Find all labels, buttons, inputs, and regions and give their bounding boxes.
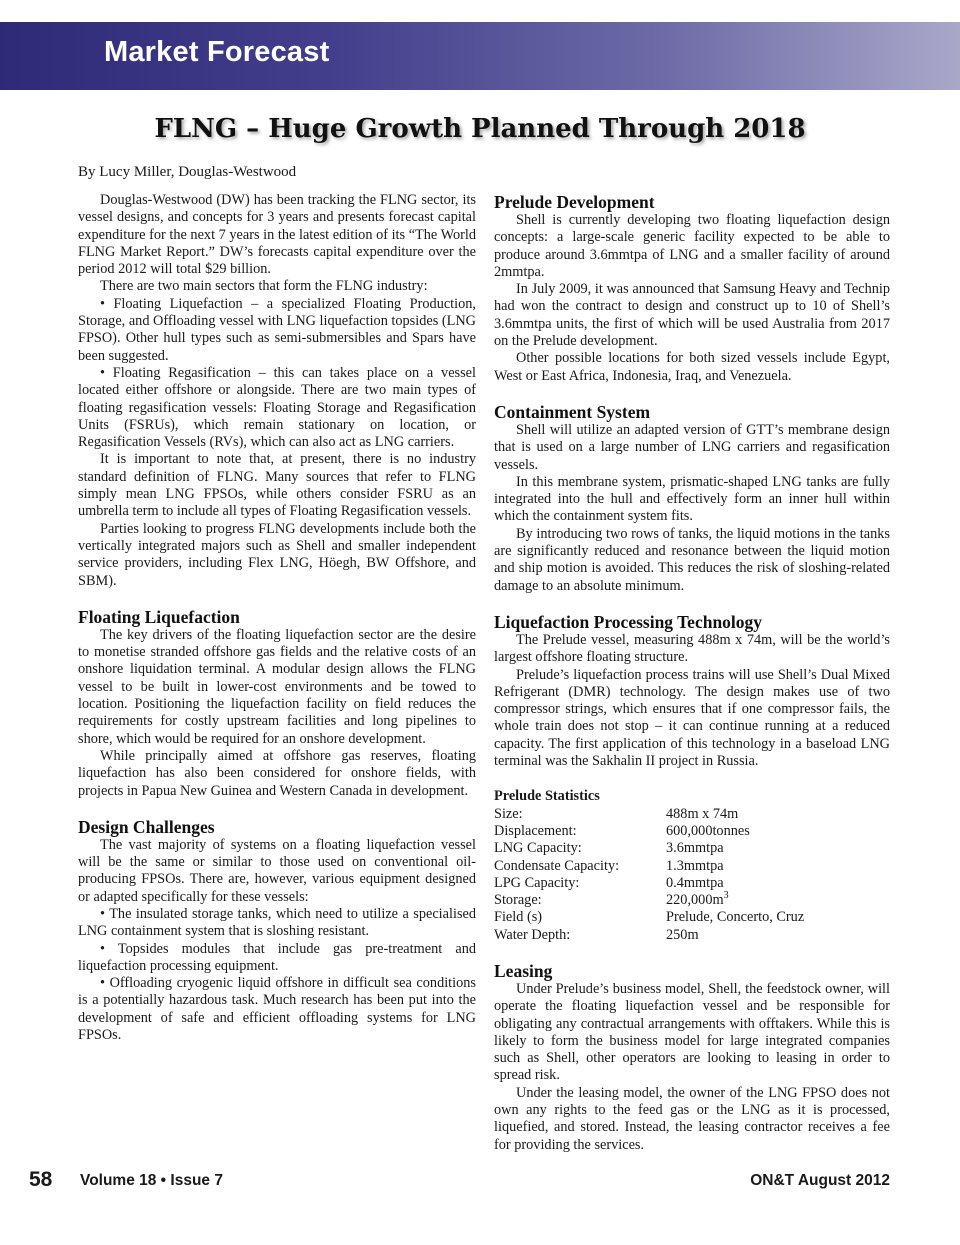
bullet-item: • Offloading cryogenic liquid offshore in difficult sea conditions is a potentially hazardous task. Much research has been put into the development of safe and efficient offloading systems for LNG FPSOs. <box>78 975 476 1044</box>
body-paragraph: Under Prelude’s business model, Shell, the feedstock owner, will operate the floating liquefaction vessel and be responsible for obligating any contractual arrangements with offtakers. While this is likely to form the business model for large integrated companies such as Shell, other operators are looking to leasing in order to spread risk. <box>494 980 890 1084</box>
stat-value: Prelude, Concerto, Cruz <box>666 909 805 926</box>
stat-label: Storage: <box>494 892 542 909</box>
bullet-item: • Topsides modules that include gas pre-treatment and liquefaction processing equipment. <box>78 940 476 974</box>
intro-paragraph: Douglas-Westwood (DW) has been tracking the FLNG sector, its vessel designs, and concepts for 3 years and presents forecast capital expenditure for the next 7 years in the latest edition of its “The World FLNG Market Report.” DW’s forecasts capital expenditure over the period 2012 will total $29 billion. <box>78 192 476 278</box>
body-paragraph: The Prelude vessel, measuring 488m x 74m, will be the world’s largest offshore floating structure. <box>494 631 890 666</box>
table-row <box>494 858 890 875</box>
body-paragraph: Shell is currently developing two floating liquefaction design concepts: a large-scale generic facility expected to be able to produce around 3.6mmtpa of LNG and a smaller facility of around 2mmtpa. <box>494 212 890 280</box>
body-paragraph: The vast majority of systems on a floating liquefaction vessel will be the same or similar to those used on conventional oil-producing FPSOs. There are, however, various equipment designed or adapted specifically for these vessels: <box>78 836 476 905</box>
heading-liquefaction-processing: Liquefaction Processing Technology <box>494 611 763 632</box>
intro-paragraph: Parties looking to progress FLNG developments include both the vertically integrated majors such as Shell and smaller independent service providers, including Flex LNG, Höegh, BW Offshore, and SBM). <box>78 520 476 589</box>
heading-design-challenges: Design Challenges <box>78 816 215 837</box>
table-row <box>494 823 890 840</box>
page-number: 58 <box>29 1168 53 1191</box>
table-row <box>494 927 890 944</box>
body-paragraph: By introducing two rows of tanks, the liquid motions in the tanks are significantly reduced and resonance between the liquid motion and ship motion is avoided. This reduces the risk of sloshing-related damage to an absolute minimum. <box>494 525 890 594</box>
prelude-stats-table <box>494 806 890 944</box>
right-column <box>494 192 890 1154</box>
table-row <box>494 840 890 857</box>
publication-date: ON&T August 2012 <box>750 1172 890 1189</box>
stat-label: Size: <box>494 805 523 822</box>
body-paragraph: Prelude’s liquefaction process trains will use Shell’s Dual Mixed Refrigerant (DMR) technology. The design makes use of two compressor strings, which ensures that if one compressor fails, the whole train does not stop – it can continue running at a reduced capacity. The first application of this technology in a baseload LNG terminal was the Sakhalin II project in Russia. <box>494 666 890 770</box>
byline: By Lucy Miller, Douglas-Westwood <box>78 164 297 180</box>
table-row <box>494 892 890 909</box>
intro-paragraph: There are two main sectors that form the FLNG industry: <box>100 278 428 295</box>
stat-label: Field (s) <box>494 909 543 926</box>
table-row <box>494 806 890 823</box>
stat-label: Condensate Capacity: <box>494 857 620 874</box>
table-row <box>494 875 890 892</box>
stat-value: 1.3mmtpa <box>666 857 724 874</box>
body-paragraph: Under the leasing model, the owner of the LNG FPSO does not own any rights to the feed gas or the LNG as it is processed, liquefied, and stored. Instead, the leasing contractor receives a fee for providing the services. <box>494 1084 890 1153</box>
section-title: Market Forecast <box>104 36 330 68</box>
body-paragraph: The key drivers of the floating liquefaction sector are the desire to monetise stranded offshore gas fields and the relative costs of an onshore liquidation terminal. A modular design allows the FLNG vessel to be built in lower-cost environments and be towed to location. Positioning the liquefaction facility on field reduces the requirements for costly upstream facilities and long pipelines to shore, which would be required for an onshore development. <box>78 626 476 747</box>
stat-label: LNG Capacity: <box>494 840 582 857</box>
body-paragraph: Shell will utilize an adapted version of GTT’s membrane design that is used on a large number of LNG carriers and regasification vessels. <box>494 421 890 473</box>
stat-value: 250m <box>666 926 699 943</box>
stat-label: Displacement: <box>494 822 577 839</box>
issue-label: Volume 18 • Issue 7 <box>80 1172 223 1189</box>
stat-value <box>666 892 890 909</box>
stat-label: Water Depth: <box>494 926 571 943</box>
stat-value: 600,000tonnes <box>666 822 750 839</box>
stat-value: 0.4mmtpa <box>666 874 724 891</box>
body-paragraph: Other possible locations for both sized vessels include Egypt, West or East Africa, Indonesia, Iraq, and Venezuela. <box>494 350 890 384</box>
bullet-item: • The insulated storage tanks, which need to utilize a specialised LNG containment system that is sloshing resistant. <box>78 905 476 940</box>
bullet-item: • Floating Regasification – this can takes place on a vessel located either offshore or alongside. There are two main types of floating regasification vessels: Floating Storage and Regasification Units (FSRUs), which remain stationary on location, or Regasification Vessels (RVs), which can also act as LNG carriers. <box>78 364 476 451</box>
heading-floating-liquefaction: Floating Liquefaction <box>78 606 240 627</box>
body-paragraph: In this membrane system, prismatic-shaped LNG tanks are fully integrated into the hull and effectively form an inner hull within which the containment system fits. <box>494 473 890 525</box>
body-paragraph: In July 2009, it was announced that Samsung Heavy and Technip had won the contract to design and construct up to 10 of Shell’s 3.6mmtpa units, the first of which will be used Australia from 2017 on the Prelude development. <box>494 281 890 350</box>
body-paragraph: While principally aimed at offshore gas reserves, floating liquefaction has also been considered for onshore fields, with projects in Papua New Guinea and Western Canada in development. <box>78 747 476 799</box>
superscript: 3 <box>723 890 729 902</box>
section-banner <box>0 22 960 90</box>
article-title: FLNG – Huge Growth Planned Through 2018 <box>154 114 806 144</box>
stats-title: Prelude Statistics <box>494 788 600 805</box>
table-row <box>494 909 890 926</box>
storage-value: 220,000m <box>666 892 724 909</box>
stat-value: 488m x 74m <box>666 805 739 822</box>
stat-value: 3.6mmtpa <box>666 840 724 857</box>
heading-prelude-development: Prelude Development <box>494 192 655 212</box>
heading-containment-system: Containment System <box>494 401 651 422</box>
stat-label: LPG Capacity: <box>494 874 580 891</box>
left-column <box>78 192 476 1044</box>
heading-leasing: Leasing <box>494 960 553 981</box>
bullet-item: • Floating Liquefaction – a specialized Floating Production, Storage, and Offloading vessel with LNG liquefaction topsides (LNG FPSO). Other hull types such as semi-submersibles and Spars have been suggested. <box>78 295 476 364</box>
intro-paragraph: It is important to note that, at present, there is no industry standard definition of FLNG. Many sources that refer to FLNG simply mean LNG FPSOs, while others consider FSRU as an umbrella term to include all types of Floating Regasification vessels. <box>78 451 476 520</box>
